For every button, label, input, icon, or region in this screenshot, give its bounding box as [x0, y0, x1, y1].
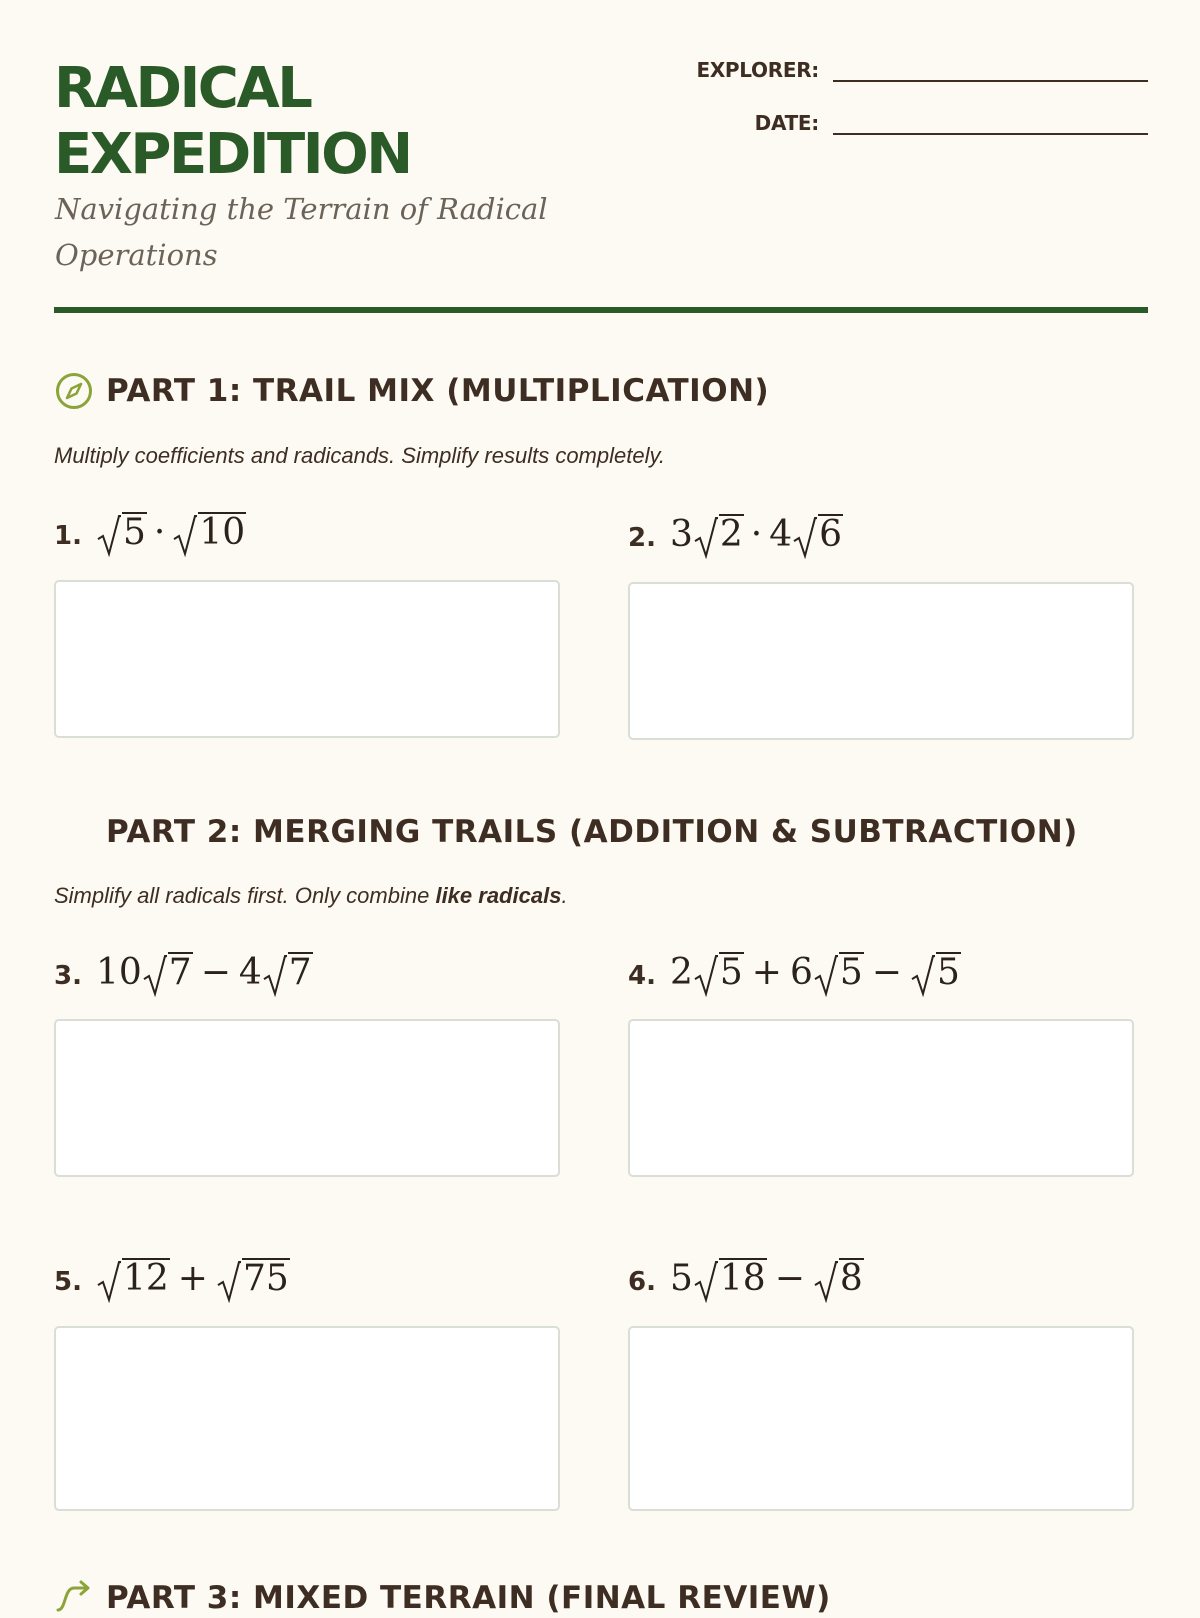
problem-1 [54, 512, 246, 553]
worksheet-title [54, 56, 411, 188]
explorer-input-line[interactable] [833, 58, 1148, 82]
title-line-1: RADICAL [54, 56, 311, 121]
explorer-label: EXPLORER: [696, 58, 819, 82]
part3-heading [54, 1578, 831, 1618]
part1-heading [54, 371, 769, 411]
part3-heading-text: PART 3: MIXED TERRAIN (FINAL REVIEW) [106, 1580, 831, 1616]
explorer-field [696, 58, 1148, 82]
answer-box-5[interactable] [54, 1326, 560, 1511]
problem-expression: 10 7 − 4 7 [95, 952, 312, 993]
problem-number: 6. [628, 1267, 656, 1297]
part2-heading [54, 812, 1078, 852]
problem-expression: 5 18 − 8 [669, 1258, 863, 1299]
part1-heading-text: PART 1: TRAIL MIX (MULTIPLICATION) [106, 373, 770, 409]
header-divider [54, 307, 1148, 313]
answer-box-4[interactable] [628, 1019, 1134, 1177]
answer-box-6[interactable] [628, 1326, 1134, 1511]
problem-5 [54, 1258, 290, 1299]
part2-heading-text: PART 2: MERGING TRAILS (ADDITION & SUBTRACTION) [106, 814, 1078, 850]
problem-number: 2. [628, 523, 656, 553]
problem-4 [628, 952, 961, 993]
problem-expression: 12 + 75 [96, 1258, 290, 1299]
date-field [755, 111, 1148, 135]
problem-expression: 3 2 · 4 6 [669, 514, 843, 555]
compass-icon [54, 371, 94, 411]
answer-box-3[interactable] [54, 1019, 560, 1177]
worksheet-subtitle: Navigating the Terrain of Radical Operations [55, 192, 548, 272]
problem-3 [54, 952, 313, 993]
problem-expression: 5 · 10 [96, 512, 246, 553]
problem-number: 1. [54, 521, 82, 551]
problem-number: 3. [54, 961, 82, 991]
problem-number: 4. [628, 961, 656, 991]
problem-expression: 2 5 + 6 5 − 5 [669, 952, 960, 993]
date-label: DATE: [754, 111, 819, 135]
problem-6 [628, 1258, 864, 1299]
date-input-line[interactable] [833, 111, 1148, 135]
part2-instructions: Simplify all radicals first. Only combine like radicals. [54, 883, 568, 908]
title-line-2: EXPEDITION [54, 122, 411, 187]
problem-number: 5. [54, 1267, 82, 1297]
answer-box-1[interactable] [54, 580, 560, 738]
route-icon [54, 1578, 94, 1618]
part1-instructions: Multiply coefficients and radicands. Simplify results completely. [54, 443, 665, 468]
answer-box-2[interactable] [628, 582, 1134, 740]
problem-2 [628, 514, 843, 555]
